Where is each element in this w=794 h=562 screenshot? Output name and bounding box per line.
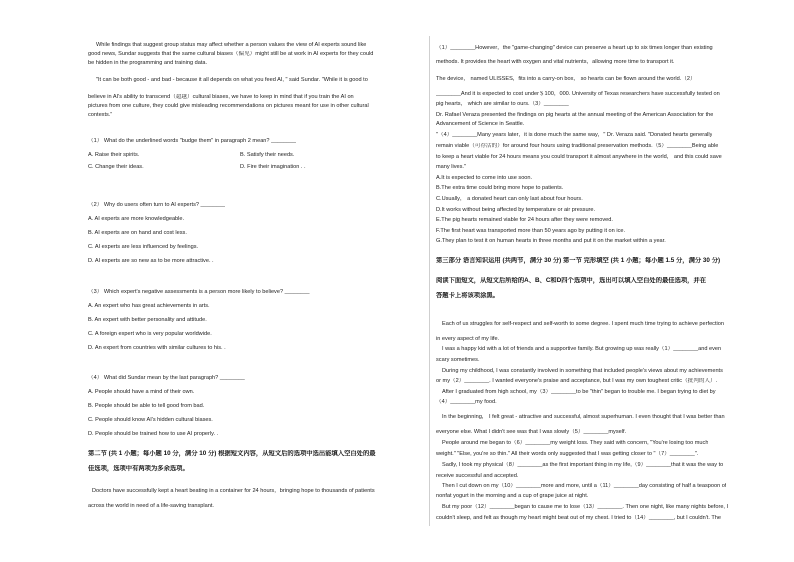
passage-line: methods. It provides the heart with oxygen and vital nutrients，allowing more time to transport it. — [436, 59, 675, 65]
part3-heading: 第三部分 语言知识运用 (共两节，满分 30 分) 第一节 完形填空 (共 1 小题；每小题 1.5 分，满分 30 分) — [436, 257, 721, 264]
q4-option-a[interactable]: A. People should have a mind of their own. — [88, 389, 195, 395]
q4-option-b[interactable]: B. People should be able to tell good from bad. — [88, 403, 205, 409]
answer-option-a: A.It is expected to come into use soon. — [436, 175, 533, 181]
answer-option-g: G.They plan to test it on human hearts in three months and put it on the market within a year. — [436, 238, 666, 244]
passage-line: Advancement of Science in Seattle. — [436, 121, 525, 127]
q3-option-a[interactable]: A. An expert who has great achievements in arts. — [88, 303, 210, 309]
q2-option-c[interactable]: C. AI experts are less influenced by feelings. — [88, 244, 199, 250]
q1-option-a[interactable]: A. Raise their spirits. — [88, 152, 140, 158]
q3-option-d[interactable]: D. An expert from countries with similar cultures to his. . — [88, 345, 226, 351]
cloze-line: scary sometimes. — [436, 357, 480, 363]
answer-option-d: D.It works without being affected by temperature or air pressure. — [436, 207, 596, 213]
cloze-line: But my poor（12）________began to cause me to lose（13）________. Then one night, like many nights before, I — [442, 504, 729, 510]
q1-option-b[interactable]: B. Satisfy their needs. — [240, 152, 295, 158]
para1-line: While findings that suggest group status may affect whether a person values the view of AI experts sound like — [96, 42, 367, 48]
passage-line: many lives." — [436, 164, 466, 170]
passage-line: remain viable（可存活的）for around four hours using traditional preservation methods.（5）________Being able — [436, 143, 719, 149]
q3-option-b[interactable]: B. An expert with better personality and attitude. — [88, 317, 207, 323]
cloze-line: I was a happy kid with a lot of friends and a supportive family. But growing up was really（1）________and even — [442, 346, 722, 352]
passage-line: The device， named ULISSES，fits into a carry-on box， so hearts can be flown around the world.（2） — [436, 76, 696, 82]
q2-option-a[interactable]: A. AI experts are more knowledgeable. — [88, 216, 185, 222]
section2-heading-cont: 佳选项，选项中有两项为多余选项。 — [88, 465, 189, 472]
cloze-line: couldn't sleep, and felt as though my heart might beat out of my chest. I tried to（14）________, but I couldn't. The — [436, 515, 721, 521]
answer-option-b: B.The extra time could bring more hope to patients. — [436, 185, 564, 191]
passage-line: （1）________However，the "game-changing" device can preserve a heart up to six times longer than existing — [436, 45, 713, 51]
passage-line: to keep a heart viable for 24 hours means you could transport it almost anywhere in the world， and this could save — [436, 154, 722, 160]
q4-option-d[interactable]: D. People should be trained how to use AI properly. . — [88, 431, 219, 437]
cloze-line: In the beginning， I felt great - attractive and successful, almost superhuman. I even thought that I was better than — [442, 414, 725, 420]
cloze-line: （4）________my food. — [436, 399, 497, 405]
cloze-line: Sadly, I took my physical（8）________as the first important thing in my life,（9）________that it was the way to — [442, 462, 724, 468]
passage-line: Doctors have successfully kept a heart beating in a container for 24 hours，bringing hope to thousands of patients — [92, 488, 375, 494]
para2-line: "It can be both good - and bad - because it all depends on what you feed AI, " said Sundar. "While it is good to — [96, 77, 368, 83]
passage-line: ________And it is expected to cost under＄100，000. University of Texas researchers have successfully tested on — [436, 91, 720, 97]
para2-line: contexts." — [88, 112, 113, 118]
q1-option-c[interactable]: C. Change their ideas. — [88, 164, 144, 170]
part3-instructions-cont: 答题卡上将该项涂黑。 — [436, 292, 499, 299]
question-4-stem: （4） What did Sundar mean by the last paragraph? ________ — [88, 375, 245, 381]
cloze-line: weight." "Else, you're so thin." All their words only suggested that I was getting closer to "（7）________". — [436, 451, 699, 457]
answer-option-e: E.The pig hearts remained viable for 24 hours after they were removed. — [436, 217, 613, 223]
cloze-line: After I graduated from high school, my（3）________to be "thin" began to trouble me. I began trying to diet by — [442, 389, 716, 395]
q2-option-b[interactable]: B. AI experts are on hand and cost less. — [88, 230, 187, 236]
para2-line: believe in AI's ability to transcend（超越）cultural biases, we have to keep in mind that if you train the AI on — [88, 94, 354, 100]
q1-option-d[interactable]: D. Fire their imagination . . — [240, 164, 306, 170]
cloze-line: During my childhood, I was constantly involved in something that included people's views about my achievements — [442, 368, 723, 374]
para1-line: be hidden in the programming and training data. — [88, 60, 208, 66]
para2-line: pictures from one culture, they could give misleading recommendations on pictures meant for use in other cultural — [88, 103, 369, 109]
q2-option-d[interactable]: D. AI experts are so new as to be more attractive. . — [88, 258, 214, 264]
cloze-line: receive successful and accepted. — [436, 473, 519, 479]
passage-line: Dr. Rafael Veraza presented the findings on pig hearts at the annual meeting of the American Association for the — [436, 112, 714, 118]
section2-heading: 第二节 (共 1 小题；每小题 10 分，满分 10 分) 根据短文内容，从短文后的选项中选出能填入空白处的最 — [88, 450, 376, 457]
passage-line: pig hearts， which are similar to ours.（3）________ — [436, 101, 569, 107]
question-1-stem: （1） What do the underlined words "budge them" in paragraph 2 mean? ________ — [88, 138, 296, 144]
question-2-stem: （2） Why do users often turn to AI experts? ________ — [88, 202, 226, 208]
passage-line: across the world in need of a life-saving transplant. — [88, 503, 214, 509]
cloze-line: nonfat yogurt in the morning and a cup of grape juice at night. — [436, 493, 589, 499]
cloze-line: People around me began to（6）________my weight loss. They said with concern, "You're losing too much — [442, 440, 709, 446]
para1-line: good news, Sundar suggests that the same cultural biases（偏见）might still be at work in AI experts for they could — [88, 51, 374, 57]
cloze-line: Each of us struggles for self-respect and self-worth to some degree. I spent much time trying to achieve perfection — [442, 321, 725, 327]
q4-option-c[interactable]: C. People should know AI's hidden cultural biases. — [88, 417, 213, 423]
cloze-line: everyone else. What I didn't see was that I was slowly（5）________myself. — [436, 429, 627, 435]
answer-option-c: C.Usually， a donated heart can only last about four hours. — [436, 196, 583, 202]
cloze-line: in every aspect of my life. — [436, 336, 500, 342]
passage-line: "（4）________Many years later，it is done much the same way，" Dr. Veraza said. "Donated hearts generally — [436, 132, 713, 138]
column-divider — [429, 36, 430, 526]
cloze-line: Then I cut down on my（10）________more and more, until a（11）________day consisting of half a teaspoon of — [442, 483, 727, 489]
cloze-line: or my（2）________. I wanted everyone's praise and acceptance, but I was my own toughest critic（批判的人）. — [436, 378, 718, 384]
answer-option-f: F.The first heart was transported more than 50 years ago by putting it on ice. — [436, 228, 626, 234]
question-3-stem: （3） Which expert's negative assessments is a person more likely to believe? ________ — [88, 289, 310, 295]
q3-option-c[interactable]: C. A foreign expert who is very popular worldwide. — [88, 331, 212, 337]
part3-instructions: 阅读下面短文，从短文后所给的A、B、C和D四个选项中，选出可以填入空白处的最佳选项，并在 — [436, 277, 707, 284]
